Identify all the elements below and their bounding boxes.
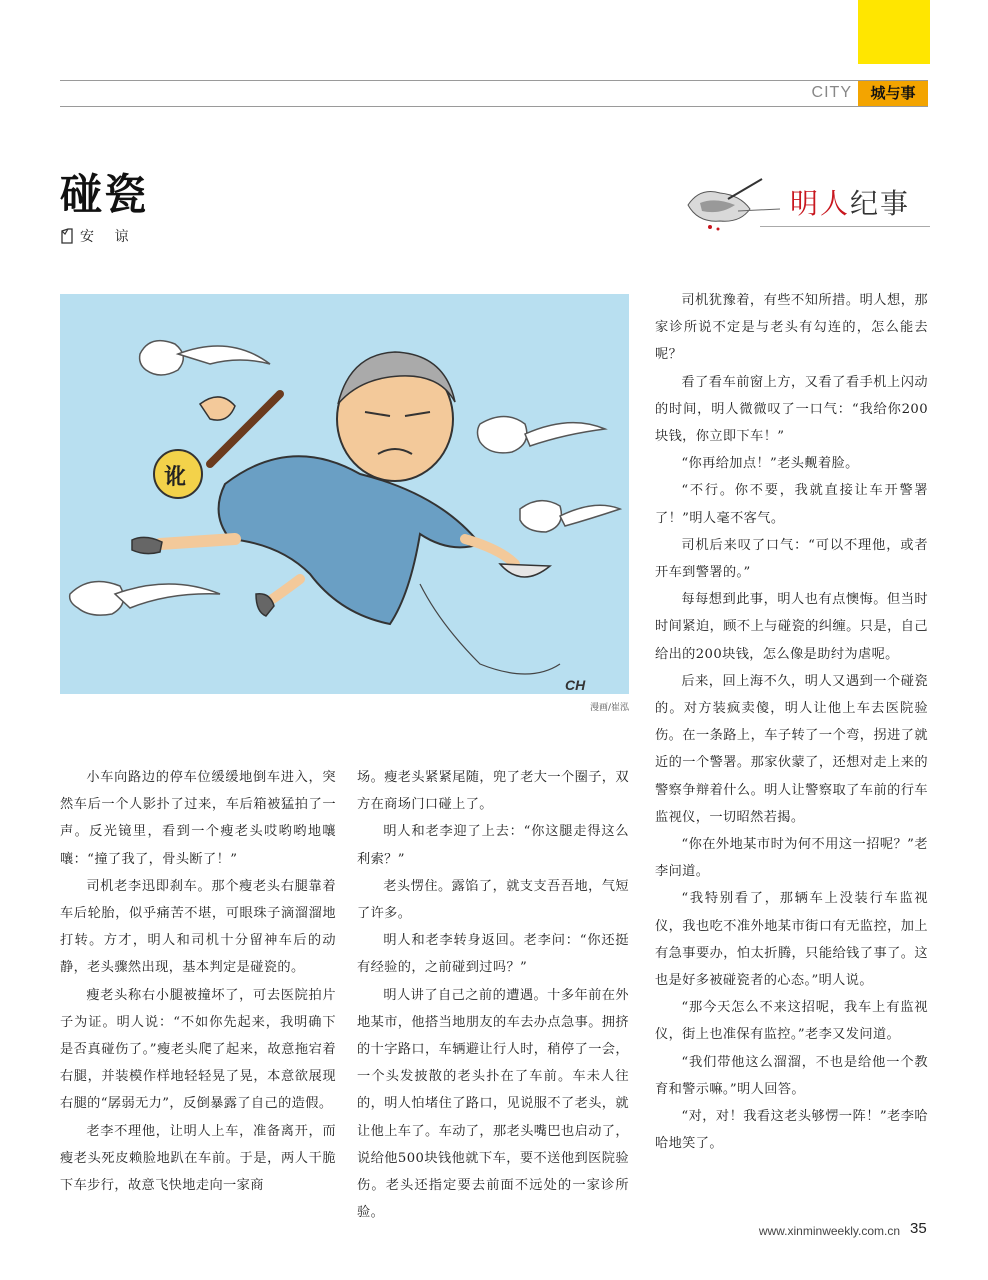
illustration-caption: 漫画/崔泓	[589, 703, 629, 713]
corner-tab	[858, 0, 930, 64]
section-label: 城与事	[858, 81, 928, 106]
artist-signature: CH	[565, 677, 586, 693]
paragraph: 后来，回上海不久，明人又遇到一个碰瓷的。对方装疯卖傻，明人让他上车去医院验伤。在一条路上，车子转了一个弯，拐进了就近的一个警署。那家伙蒙了，还想对走上来的警察争辩着什么。明人让警察取了车前的行车监视仪，一切昭然若揭。	[655, 673, 928, 825]
paragraph-continued: 场。瘦老头紧紧尾随，兜了老大一个圈子，双方在商场门口碰上了。	[357, 770, 629, 813]
body-column-1	[60, 764, 336, 1199]
cartoon-drawing	[60, 294, 629, 694]
paragraph: “对，对！我看这老头够愣一阵！”老李哈哈地笑了。	[655, 1109, 928, 1152]
footer-url: www.xinminweekly.com.cn	[758, 1224, 900, 1238]
header-rule-top	[60, 80, 928, 81]
paragraph: 司机后来叹了口气：“可以不理他，或者开车到警署的。”	[655, 537, 928, 581]
body-column-2	[357, 764, 629, 1226]
paragraph: 每每想到此事，明人也有点懊悔。但当时时间紧迫，顾不上与碰瓷的纠缠。只是，自己给出的200块钱，怎么像是助纣为虐呢。	[655, 592, 928, 662]
column-title	[790, 186, 910, 222]
header-rule-bottom	[60, 106, 928, 107]
column-title-part2: 纪事	[850, 187, 911, 220]
paragraph: 老李不理他，让明人上车，准备离开，而瘦老头死皮赖脸地趴在车前。于是，两人干脆下车步行，故意飞快地走向一家商	[60, 1123, 336, 1194]
sign-text: 讹	[164, 465, 187, 490]
paragraph: 明人和老李迎了上去：“你这腿走得这么利索？”	[357, 824, 629, 867]
pen-icon	[60, 228, 74, 244]
paragraph: 司机老李迅即刹车。那个瘦老头右腿靠着车后轮胎，似乎痛苦不堪，可眼珠子滴溜溜地打转。方才，明人和司机十分留神车后的动静，老头骤然出现，基本判定是碰瓷的。	[60, 878, 336, 976]
paragraph: “你在外地某市时为何不用这一招呢？”老李问道。	[655, 837, 928, 880]
column-title-part1: 明人	[790, 187, 851, 220]
paragraph: 小车向路边的停车位缓缓地倒车进入，突然车后一个人影扑了过来，车后箱被猛拍了一声。反光镜里，看到一个瘦老头哎哟哟地嚷嚷：“撞了我了，骨头断了！”	[60, 770, 336, 867]
author-byline	[60, 226, 136, 246]
body-column-3	[655, 287, 928, 1158]
cartoon-illustration	[60, 294, 629, 694]
paragraph: “不行。你不要，我就直接让车开警署了！”明人毫不客气。	[655, 483, 928, 526]
paragraph: 明人和老李转身返回。老李问：“你还挺有经验的，之前碰到过吗？”	[357, 933, 629, 976]
article-title: 碰瓷	[60, 170, 149, 219]
author-name: 安 谅	[80, 229, 137, 245]
paragraph: “我特别看了，那辆车上没装行车监视仪，我也吃不准外地某市街口有无监控，加上有急事要办，怕太折腾，只能给钱了事了。这也是好多被碰瓷者的心态。”明人说。	[655, 891, 928, 989]
page-number: 35	[910, 1220, 927, 1237]
paragraph: 瘦老头称右小腿被撞坏了，可去医院拍片子为证。明人说：“不如你先起来，我明确下是否真碰伤了。”瘦老头爬了起来，故意拖宕着右腿，并装模作样地轻轻晃了晃，本意欲展现右腿的“孱弱无力”，反倒暴露了自己的造假。	[60, 987, 336, 1112]
paragraph: “我们带他这么溜溜，不也是给他一个教育和警示嘛。”明人回答。	[655, 1054, 928, 1097]
paragraph: 看了看车前窗上方，又看了看手机上闪动的时间，明人微微叹了一口气：“我给你200块钱，你立即下车！”	[655, 374, 928, 445]
paragraph: 明人讲了自己之前的遭遇。十多年前在外地某市，他搭当地朋友的车去办点急事。拥挤的十字路口，车辆避让行人时，稍停了一会，一个头发披散的老头扑在了车前。车未人往的，明人怕堵住了路口，见说服不了老头，就让他上车了。车动了，那老头嘴巴也启动了，说给他500块钱他就下车，要不送他到医院验伤。老头还指定要去前面不远处的一家诊所验。	[357, 987, 629, 1221]
paragraph: “你再给加点！”老头觍着脸。	[681, 456, 859, 472]
city-label: CITY	[811, 84, 852, 101]
paragraph: 老头愣住。露馅了，就支支吾吾地，气短了许多。	[357, 878, 629, 922]
column-logo-rule	[760, 226, 930, 227]
paragraph: “那今天怎么不来这招呢，我车上有监视仪，街上也准保有监控。”老李又发问道。	[655, 1000, 928, 1043]
paragraph: 司机犹豫着，有些不知所措。明人想，那家诊所说不定是与老头有勾连的，怎么能去呢？	[655, 293, 928, 363]
